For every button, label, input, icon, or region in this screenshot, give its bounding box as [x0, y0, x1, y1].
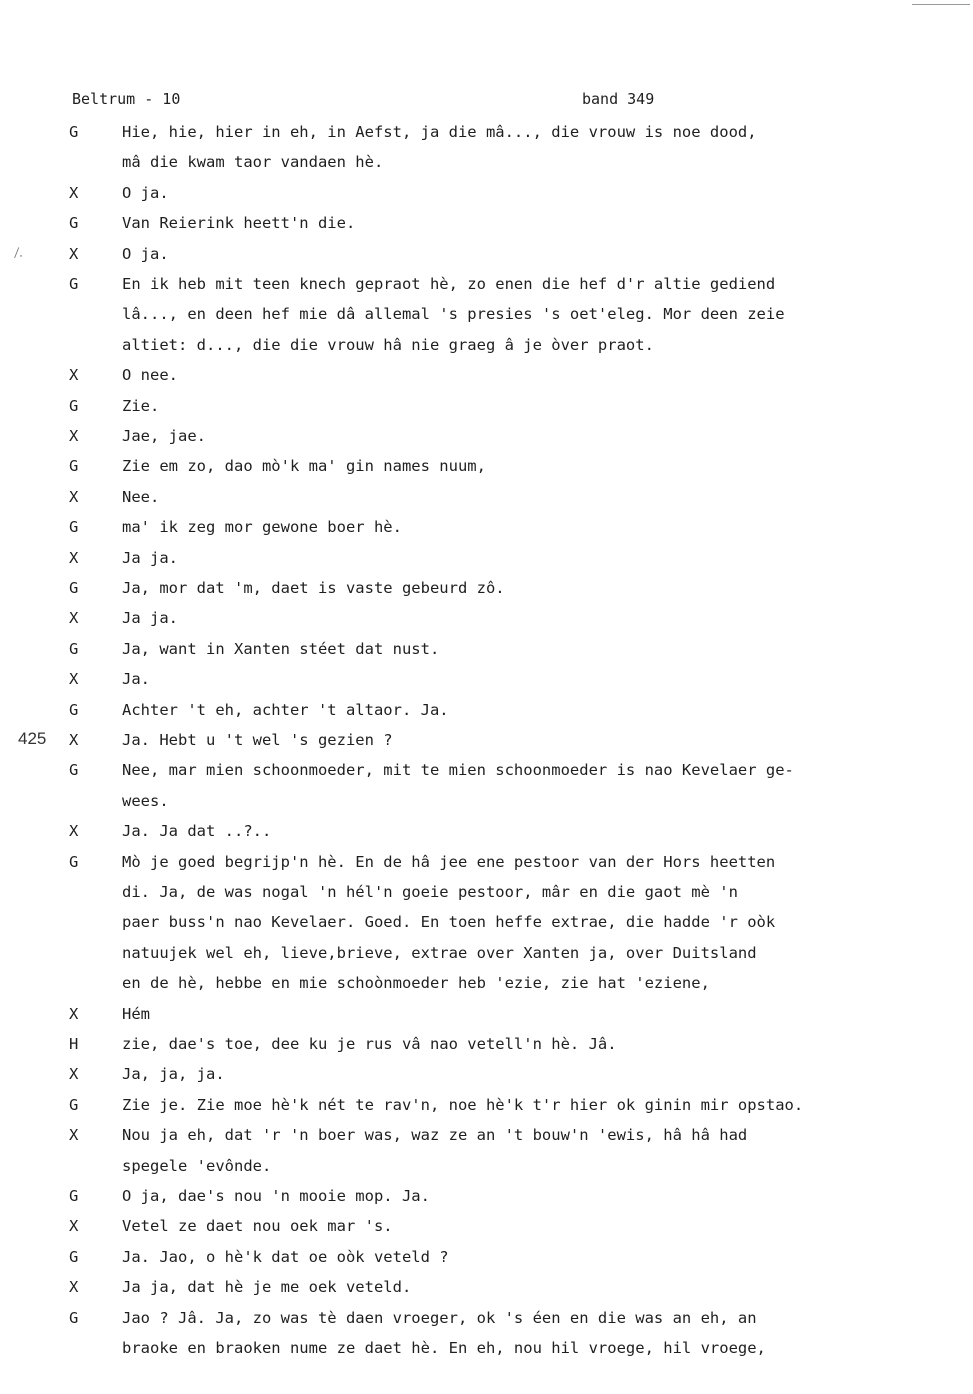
speaker-code: G	[69, 1095, 79, 1114]
speaker-code: X	[69, 548, 79, 567]
utterance-text: O ja.	[122, 244, 169, 263]
utterance-text: Hém	[122, 1004, 150, 1023]
utterance-text: O nee.	[122, 366, 178, 385]
page-title: Beltrum - 10	[72, 90, 181, 108]
utterance-text: Ja. Jao, o hè'k dat oe oòk veteld ?	[122, 1247, 449, 1266]
speaker-code: X	[69, 366, 79, 385]
speaker-code: G	[69, 700, 79, 719]
utterance-text: Ja. Ja dat ..?..	[122, 822, 272, 841]
speaker-code: G	[69, 123, 79, 141]
utterance-text: O ja.	[122, 183, 169, 202]
utterance-text: Jae, jae.	[122, 427, 206, 445]
utterance-text: ma' ik zeg mor gewone boer hè.	[122, 518, 402, 537]
speaker-code: G	[69, 1187, 79, 1205]
speaker-code: X	[69, 1065, 79, 1084]
speaker-code: X	[69, 1126, 79, 1145]
utterance-text: Nee.	[122, 487, 160, 506]
speaker-code: X	[69, 1217, 79, 1236]
page-header	[72, 88, 892, 110]
speaker-code: H	[69, 1035, 79, 1053]
speaker-code: G	[69, 457, 79, 476]
utterance-text: Jao ? Jâ. Ja, zo was tè daen vroeger, ok 's éen en die was an eh, an braoke en braoken nume ze daet hè. En eh, nou hil vroege, hil vroege,	[122, 1308, 766, 1357]
utterance-text: Ja ja.	[122, 609, 178, 628]
speaker-code: X	[69, 1004, 79, 1023]
utterance-text: O ja, dae's nou 'n mooie mop. Ja.	[122, 1187, 430, 1205]
utterance-text: Van Reierink heett'n die.	[122, 214, 356, 233]
speaker-code: X	[69, 670, 79, 689]
utterance-text: zie, dae's toe, dee ku je rus vâ nao vetell'n hè. Jâ.	[122, 1035, 617, 1053]
speaker-code: G	[69, 275, 79, 293]
margin-pencil-mark: ⁄.	[14, 243, 24, 261]
speaker-code: G	[69, 761, 79, 780]
speaker-code: G	[69, 579, 79, 597]
utterance-text: Ja, ja, ja.	[122, 1065, 225, 1084]
speaker-code: X	[69, 609, 79, 628]
speaker-code: X	[69, 487, 79, 506]
utterance-text: Vetel ze daet nou oek mar 's.	[122, 1217, 393, 1236]
speaker-code: X	[69, 1278, 79, 1297]
utterance-text: Zie.	[122, 396, 160, 415]
utterance-text: En ik heb mit teen knech gepraot hè, zo enen die hef d'r altie gediend lâ..., en deen hef mie dâ allemal 's presies 's oet'eleg. Mor deen zeie altiet: d..., die die vrouw hâ nie graeg â je òver praot.	[122, 275, 785, 354]
speaker-code: X	[69, 427, 79, 445]
utterance-text: Zie je. Zie moe hè'k nét te rav'n, noe hè'k t'r hier ok ginin mir opstao.	[122, 1095, 804, 1114]
speaker-code: G	[69, 214, 79, 233]
speaker-code: G	[69, 518, 79, 537]
margin-line-number: 425	[18, 729, 47, 748]
speaker-code: X	[69, 183, 79, 202]
utterance-text: Nou ja eh, dat 'r 'n boer was, waz ze an 't bouw'n 'ewis, hâ hâ had spegele 'evônde.	[122, 1126, 748, 1175]
utterance-text: Mò je goed begrijp'n hè. En de hâ jee ene pestoor van der Hors heetten di. Ja, de was nogal 'n hél'n goeie pestoor, mâr en die gaot mè 'n paer buss'n nao Kevelaer. Goed. En toen heffe extrae, die hadde 'r oòk natuujek wel eh, lieve,brieve, extrae over Xanten ja, over Duitsland en de hè, hebbe en mie schoònmoeder heb 'ezie, zie hat 'eziene,	[122, 852, 776, 993]
utterance-text: Ja.	[122, 670, 150, 689]
speaker-code: X	[69, 822, 79, 841]
utterance-text: Nee, mar mien schoonmoeder, mit te mien schoonmoeder is nao Kevelaer ge- wees.	[122, 761, 794, 810]
utterance-text: Hie, hie, hier in eh, in Aefst, ja die mâ..., die vrouw is noe dood, mâ die kwam taor vandaen hè.	[122, 123, 757, 172]
speaker-code: G	[69, 639, 79, 658]
utterance-text: Ja. Hebt u 't wel 's gezien ?	[122, 731, 393, 749]
band-number: band 349	[582, 90, 655, 108]
utterance-text: Ja, mor dat 'm, daet is vaste gebeurd zô.	[122, 579, 505, 597]
utterance-text: Achter 't eh, achter 't altaor. Ja.	[122, 700, 449, 719]
speaker-code: X	[69, 731, 79, 749]
utterance-text: Zie em zo, dao mò'k ma' gin names nuum,	[122, 457, 486, 476]
speaker-code: G	[69, 852, 79, 871]
utterance-text: Ja ja.	[122, 548, 178, 567]
utterance-text: Ja ja, dat hè je me oek veteld.	[122, 1278, 412, 1297]
utterance-text: Ja, want in Xanten stéet dat nust.	[122, 639, 440, 658]
speaker-code: X	[69, 244, 79, 263]
speaker-code: G	[69, 396, 79, 415]
speaker-code: G	[69, 1247, 79, 1266]
speaker-code: G	[69, 1308, 79, 1327]
scan-edge-line	[912, 4, 970, 5]
